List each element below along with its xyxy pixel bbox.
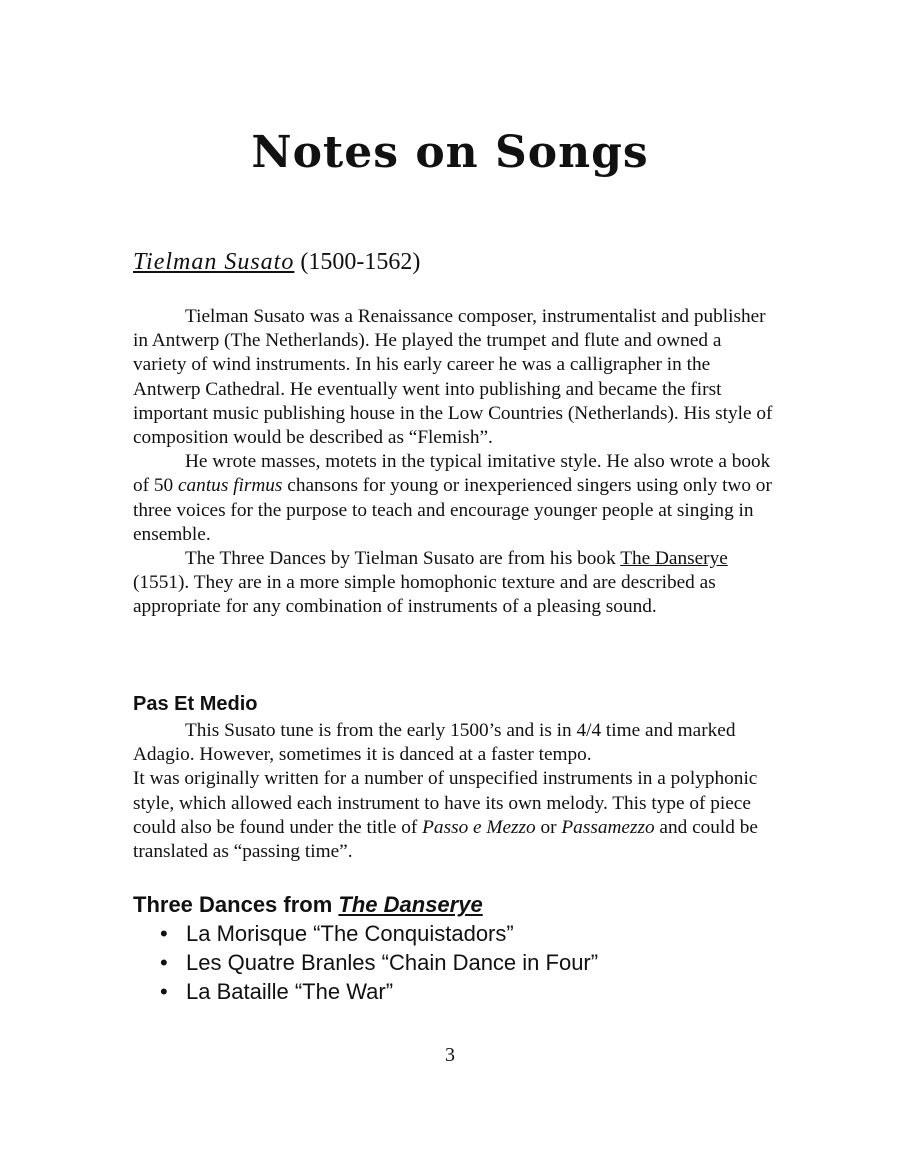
composer-name: Tielman Susato <box>133 249 295 275</box>
intro-p3-book-title: The Danserye <box>620 548 728 570</box>
pas-et-medio-heading: Pas Et Medio <box>133 693 258 715</box>
three-dances-heading <box>133 891 483 919</box>
intro-paragraph-2 <box>133 450 773 547</box>
list-item <box>133 948 598 977</box>
intro-p2-italic-term: cantus firmus <box>177 475 283 497</box>
pas-et-medio-text-b: It was originally written for a number of unspecified instruments in a polyphonic style, which allowed each instrument to have its own melody. This type of piece could also be found under the title of <box>133 768 758 838</box>
pas-et-medio-title-1: Passo e Mezzo <box>422 816 536 838</box>
list-item <box>133 977 598 1006</box>
pas-et-medio-or: or <box>535 816 562 838</box>
page-number: 3 <box>445 1044 455 1066</box>
intro-section <box>133 305 773 620</box>
pas-et-medio-text-c: and could be translated as “passing time”. <box>133 816 758 863</box>
list-item <box>133 919 598 948</box>
pas-et-medio-paragraph-2 <box>133 767 773 864</box>
pas-et-medio-paragraph-1: This Susato tune is from the early 1500’s and is in 4/4 time and marked Adagio. However, sometimes it is danced at a faster tempo. <box>133 720 736 766</box>
bullet-icon: • <box>160 950 168 975</box>
composer-years: (1500-1562) <box>300 249 421 275</box>
dance-title: Les Quatre Branles “Chain Dance in Four” <box>186 950 599 975</box>
intro-p2-text-b: chansons for young or inexperienced singers using only two or three voices for the purpose to teach and encourage younger people at singing in ensemble. <box>133 475 772 545</box>
three-dances-heading-prefix: Three Dances from <box>133 892 339 917</box>
intro-paragraph-1: Tielman Susato was a Renaissance composer, instrumentalist and publisher in Antwerp (The Netherlands). He played the trumpet and flute and owned a variety of wind instruments. In his early career he was a calligrapher in the Antwerp Cathedral. He eventually went into publishing and became the first important music publishing house in the Low Countries (Netherlands). His style of composition would be described as “Flemish”. <box>133 306 773 449</box>
bullet-icon: • <box>160 979 168 1004</box>
composer-heading <box>133 244 420 280</box>
bullet-icon: • <box>160 921 168 946</box>
intro-p3-text-b: (1551). They are in a more simple homophonic texture and are described as appropriate for any combination of instruments of a pleasing sound. <box>133 572 716 618</box>
three-dances-heading-book: The Danserye <box>338 892 483 917</box>
pas-et-medio-section <box>133 719 773 864</box>
dance-list <box>133 919 598 1006</box>
intro-p3-text-a: The Three Dances by Tielman Susato are from his book <box>185 548 621 570</box>
dance-title: La Morisque “The Conquistadors” <box>186 921 514 946</box>
intro-paragraph-3 <box>133 547 773 620</box>
intro-p2-text-a: He wrote masses, motets in the typical imitative style. He also wrote a book of 50 <box>133 451 771 497</box>
dance-title: La Bataille “The War” <box>186 979 394 1004</box>
pas-et-medio-title-2: Passamezzo <box>561 816 655 838</box>
page-title: Notes on Songs <box>251 127 649 178</box>
